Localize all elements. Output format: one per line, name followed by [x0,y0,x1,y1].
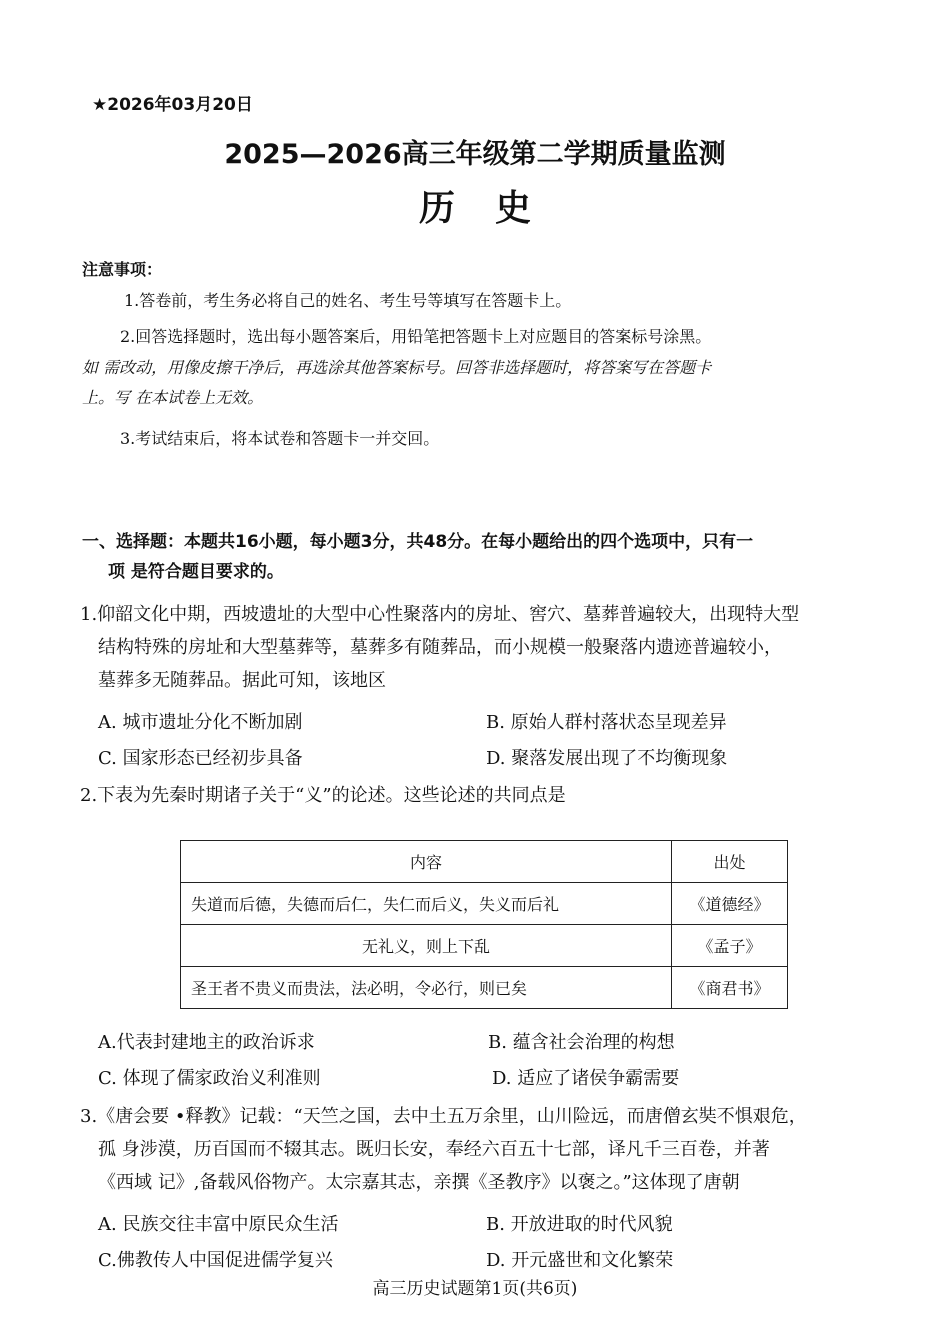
table-row [181,967,788,1009]
q1-option-c: C. 国家形态已经初步具备 [98,748,303,769]
q1-option-a: A. 城市遗址分化不断加剧 [98,712,303,733]
table-cell-content: 圣王者不贵义而贵法，法必明，令必行，则已矣 [181,967,672,1009]
table-cell-content: 无礼义，则上下乱 [181,925,672,967]
table-row [181,925,788,967]
notice-item-2-line-3: 上。写 在本试卷上无效。 [82,388,264,407]
q1-option-d: D. 聚落发展出现了不均衡现象 [486,748,728,769]
table-cell-source: 《孟子》 [672,925,788,967]
section-heading-line-2: 项 是符合题目要求的。 [108,562,284,582]
table-cell-source: 《商君书》 [672,967,788,1009]
exam-title: 2025—2026高三年级第二学期质量监测 [224,139,726,170]
notice-item-1: 1.答卷前，考生务必将自己的姓名、考生号等填写在答题卡上。 [124,291,572,310]
table-row [181,883,788,925]
q3-option-d: D. 开元盛世和文化繁荣 [486,1250,674,1271]
q2-option-a: A.代表封建地主的政治诉求 [98,1032,315,1053]
q2-stem: 2.下表为先秦时期诸子关于“义”的论述。这些论述的共同点是 [80,785,566,806]
q2-option-d: D. 适应了诸侯争霸需要 [492,1068,680,1089]
table-header-source: 出处 [672,841,788,883]
notice-heading: 注意事项： [82,260,163,279]
q3-stem-line-1: 3.《唐会要 •释教》记载：“天竺之国，去中土五万余里，山川险远，而唐僧玄奘不惧艰危， [80,1106,807,1127]
page-footer: 高三历史试题第1页(共6页) [372,1279,578,1299]
q3-stem-line-2: 孤 身涉漠，历百国而不辍其志。既归长安，奉经六百五十七部，译凡千三百卷，并著 [98,1139,770,1160]
q1-stem-line-3: 墓葬多无随葬品。据此可知，该地区 [98,670,386,691]
subject-title: 历史 [418,188,571,229]
q3-option-b: B. 开放进取的时代风貌 [486,1214,673,1235]
q3-option-a: A. 民族交往丰富中原民众生活 [98,1214,339,1235]
table-cell-source: 《道德经》 [672,883,788,925]
section-heading-line-1: 一、选择题：本题共16小题，每小题3分，共48分。在每小题给出的四个选项中，只有一 [82,532,754,552]
q2-option-b: B. 蕴含社会治理的构想 [488,1032,675,1053]
notice-item-3: 3.考试结束后，将本试卷和答题卡一并交回。 [120,429,440,448]
q2-option-c: C. 体现了儒家政治义利准则 [98,1068,321,1089]
q2-table [180,840,788,1009]
table-header-row [181,841,788,883]
table-header-content: 内容 [181,841,672,883]
q3-option-c: C.佛教传人中国促进儒学复兴 [98,1250,333,1271]
q3-stem-line-3: 《西域 记》,备载风俗物产。太宗嘉其志，亲撰《圣教序》以褒之。”这体现了唐朝 [98,1172,740,1193]
q1-stem-line-2: 结构特殊的房址和大型墓葬等，墓葬多有随葬品，而小规模一般聚落内遗迹普遍较小， [98,637,782,658]
table-cell-content: 失道而后德，失德而后仁，失仁而后义，失义而后礼 [181,883,672,925]
exam-date: ★2026年03月20日 [92,95,253,115]
q1-stem-line-1: 1.仰韶文化中期，西坡遗址的大型中心性聚落内的房址、窖穴、墓葬普遍较大，出现特大型 [80,604,800,625]
q1-option-b: B. 原始人群村落状态呈现差异 [486,712,727,733]
notice-item-2-line-2: 如 需改动，用像皮擦干净后，再选涂其他答案标号。回答非选择题时，将答案写在答题卡 [82,358,712,377]
notice-item-2-line-1: 2.回答选择题时，选出每小题答案后，用铅笔把答题卡上对应题目的答案标号涂黑。 [120,327,712,346]
